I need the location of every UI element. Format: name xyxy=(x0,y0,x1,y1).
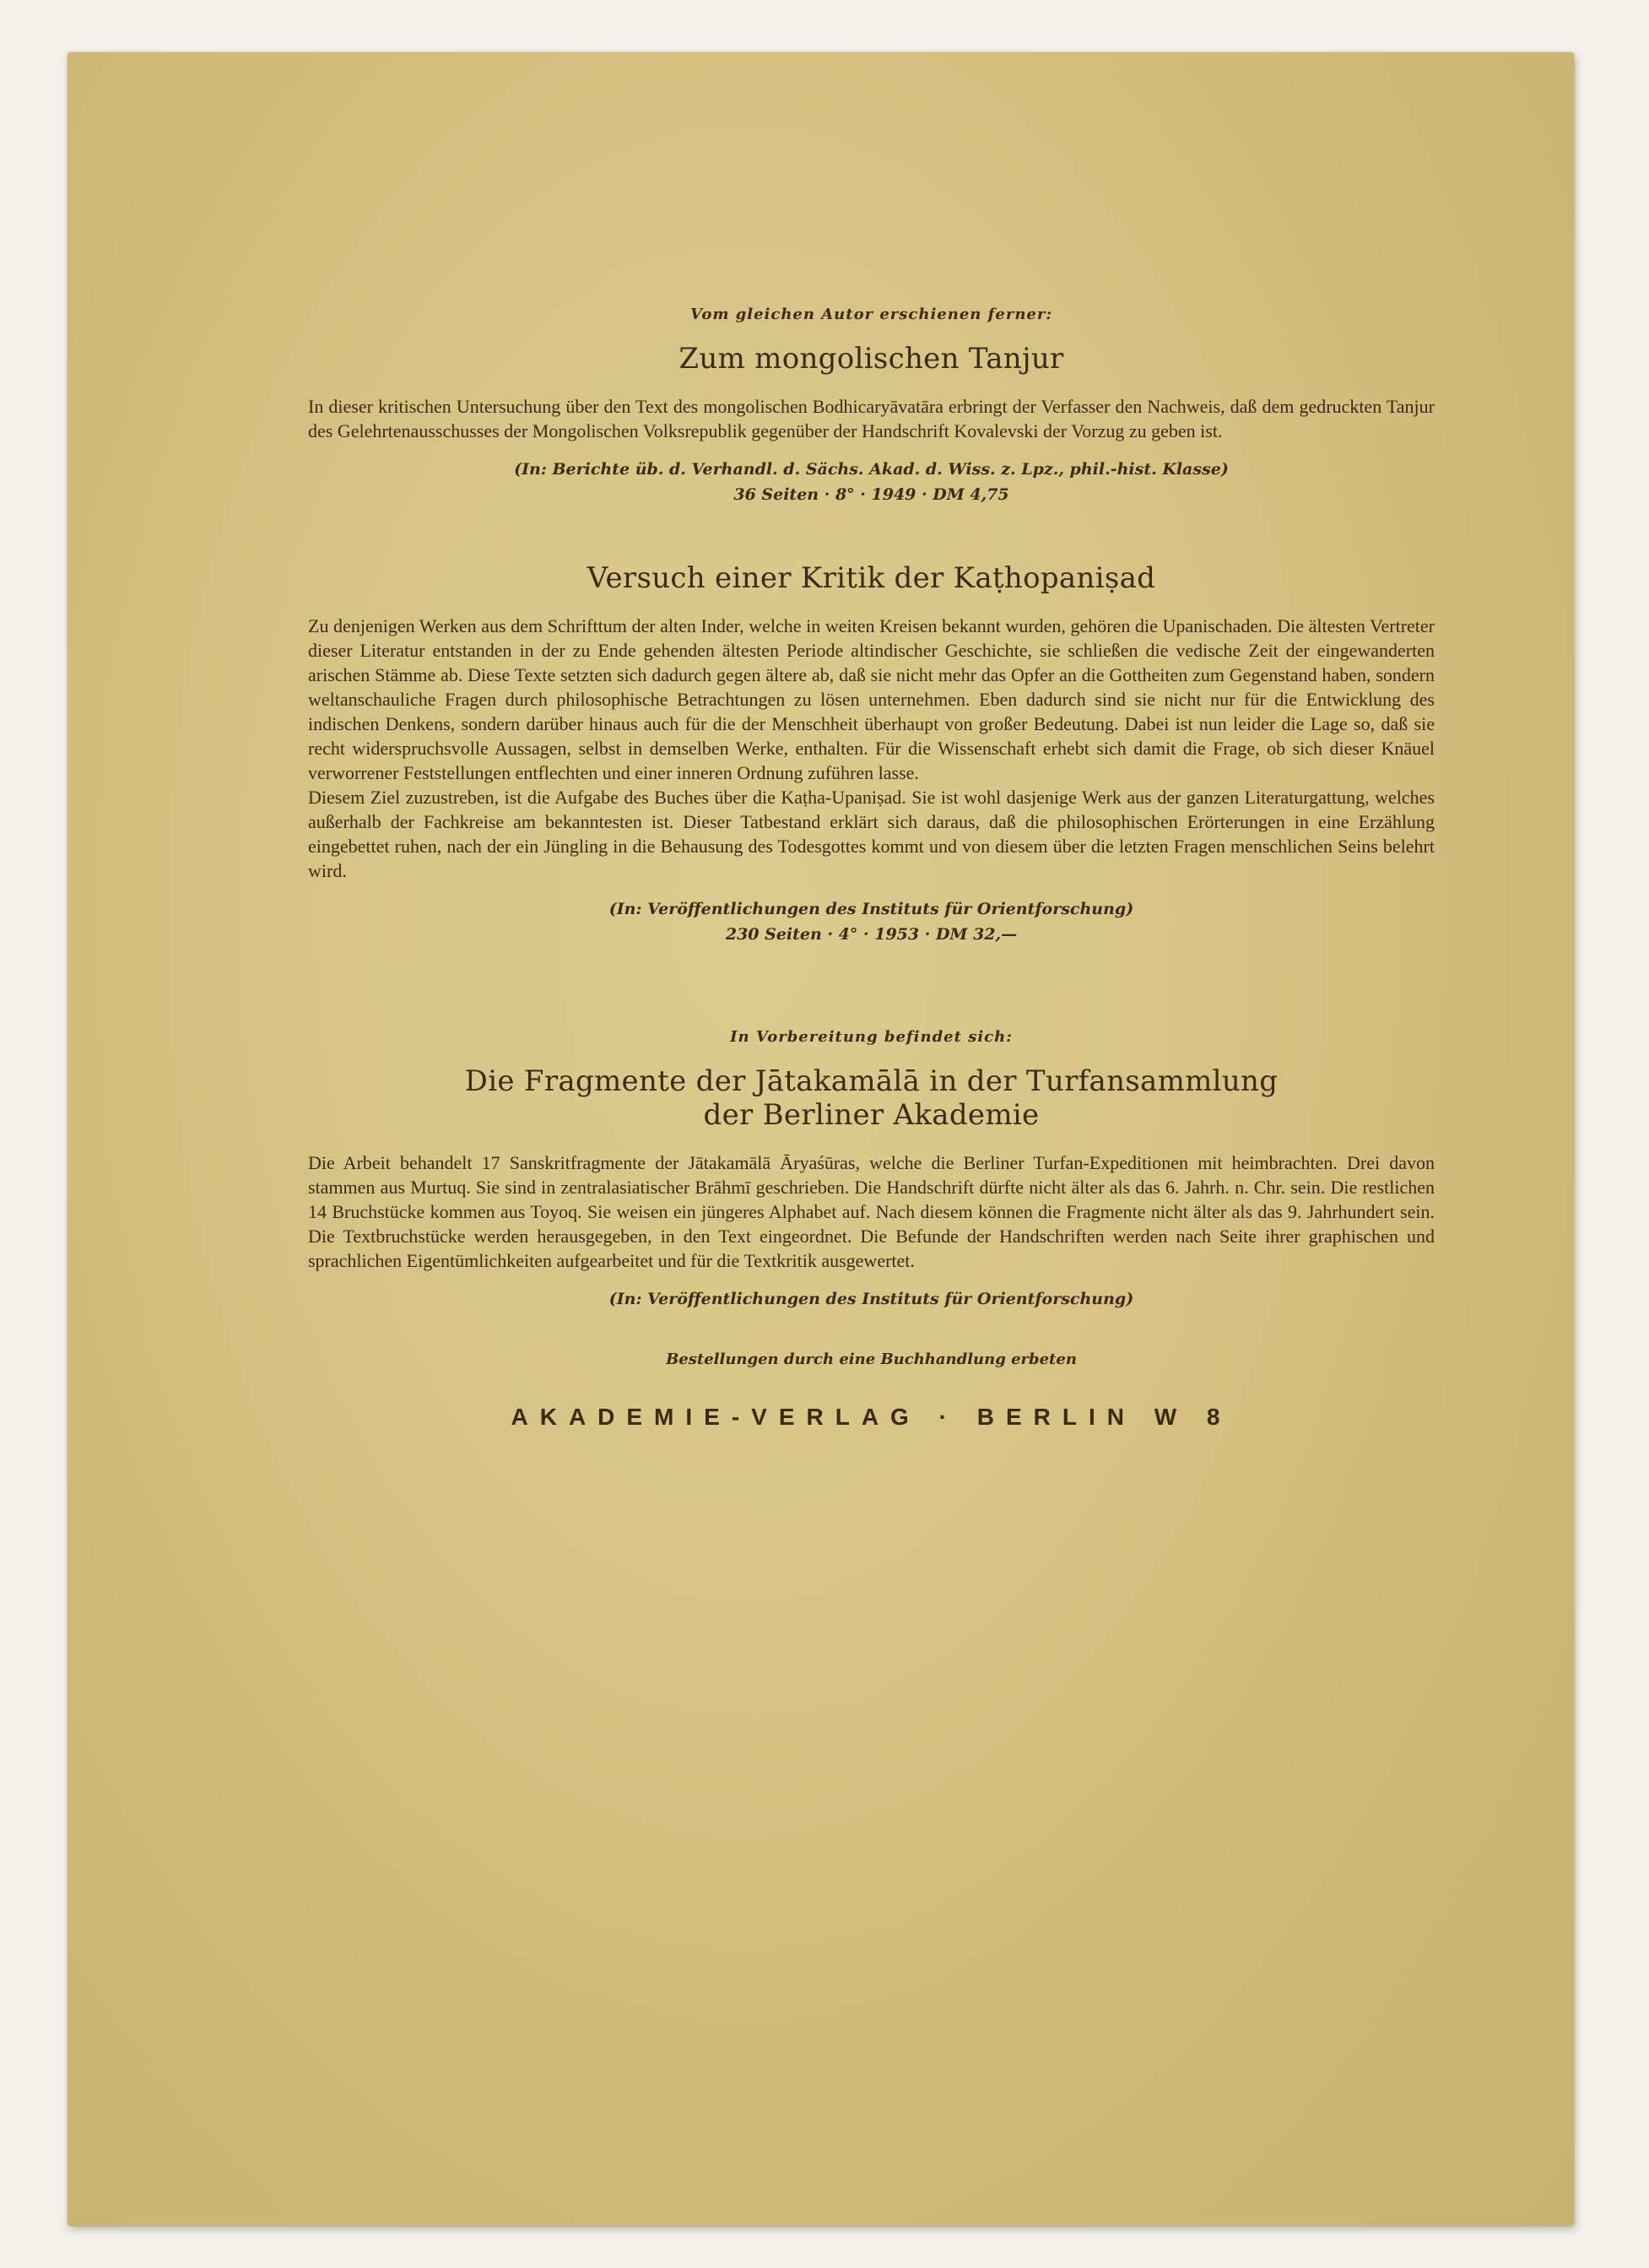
page-body xyxy=(308,306,1435,1431)
preparation-title-line2: der Berliner Akademie xyxy=(703,1098,1040,1132)
paper-sheet xyxy=(68,52,1574,2226)
intro-line: Vom gleichen Autor erschienen ferner: xyxy=(690,306,1052,323)
preparation-title xyxy=(308,1064,1435,1132)
work-source: (In: Berichte üb. d. Verhandl. d. Sächs. Akad. d. Wiss. z. Lpz., phil.-hist. Klasse) xyxy=(514,460,1229,479)
work-publication-kathopanisad xyxy=(308,896,1435,947)
work-details: 230 Seiten · 4° · 1953 · DM 32,— xyxy=(725,925,1018,944)
work-source: (In: Veröffentlichungen des Instituts für Orientforschung) xyxy=(608,900,1134,918)
work-description-kathopanisad-1: Zu denjenigen Werken aus dem Schrifttum der alten Inder, welche in weiten Kreisen bekannt wurden, gehören die Upanischaden. Die ältesten Vertreter dieser Literatur entstanden in der zu Ende gehenden ältesten Periode altindischer Geschichte, sie schließen die vedische Zeit der eingewanderten arischen Stämme ab. Diese Texte setzten sich dadurch gegen ältere ab, daß sie nicht mehr das Opfer an die Gottheiten zum Gegenstand haben, sondern weltanschauliche Fragen durch philosophische Betrachtungen zu lösen unternehmen. Eben dadurch sind sie nicht nur für die Entwicklung des indischen Denkens, sondern darüber hinaus auch für die der Menschheit überhaupt von großer Bedeutung. Dabei ist nun leider die Lage so, daß sie recht widerspruchsvolle Aussagen, selbst in demselben Werke, enthalten. Für die Wissenschaft erhebt sich damit die Frage, ob sich dieser Knäuel verworrener Feststellungen entflechten und einer inneren Ordnung zuführen lasse. xyxy=(308,615,1435,783)
work-description-kathopanisad-2: Diesem Ziel zuzustreben, ist die Aufgabe des Buches über die Kaṭha-Upaniṣad. Sie ist wohl dasjenige Werk aus der ganzen Literaturgattung, welches außerhalb der Fachkreise am bekanntesten ist. Dieser Tatbestand erklärt sich daraus, daß die philosophischen Erörterungen in eine Erzählung eingebettet ruhen, nach der ein Jüngling in die Behausung des Todesgottes kommt und von diesem über die letzten Fragen menschlichen Seins belehrt wird. xyxy=(308,787,1435,881)
order-note: Bestellungen durch eine Buchhandlung erbeten xyxy=(666,1351,1077,1368)
work-details: 36 Seiten · 8° · 1949 · DM 4,75 xyxy=(733,485,1009,504)
preparation-source: (In: Veröffentlichungen des Instituts für Orientforschung) xyxy=(608,1290,1134,1308)
preparation-intro: In Vorbereitung befindet sich: xyxy=(730,1028,1013,1046)
work-title-kathopanisad: Versuch einer Kritik der Kaṭhopaniṣad xyxy=(587,561,1156,595)
publisher-imprint: AKADEMIE-VERLAG · BERLIN W 8 xyxy=(511,1404,1232,1430)
preparation-title-line1: Die Fragmente der Jātakamālā in der Turfansammlung xyxy=(464,1064,1279,1098)
work-title-tanjur: Zum mongolischen Tanjur xyxy=(679,342,1064,376)
work-publication-tanjur xyxy=(308,457,1435,507)
work-description-tanjur: In dieser kritischen Untersuchung über den Text des mongolischen Bodhicaryāvatāra erbringt der Verfasser den Nachweis, daß dem gedruckten Tanjur des Gelehrtenausschusses der Mongolischen Volksrepublik gegenüber der Handschrift Kovalevski der Vorzug zu geben ist. xyxy=(308,396,1435,441)
preparation-description: Die Arbeit behandelt 17 Sanskritfragmente der Jātakamālā Āryaśūras, welche die Berliner Turfan-Expeditionen mit heimbrachten. Drei davon stammen aus Murtuq. Sie sind in zentralasiatischer Brāhmī geschrieben. Die Handschrift dürfte nicht älter als das 6. Jahrh. n. Chr. sein. Die restlichen 14 Bruchstücke kommen aus Toyoq. Sie weisen ein jüngeres Alphabet auf. Nach diesem können die Fragmente nicht älter als das 9. Jahrhundert sein. Die Textbruchstücke werden herausgegeben, in den Text eingeordnet. Die Befunde der Handschriften werden nach Seite ihrer graphischen und sprachlichen Eigentümlichkeiten aufgearbeitet und für die Textkritik ausgewertet. xyxy=(308,1152,1435,1271)
